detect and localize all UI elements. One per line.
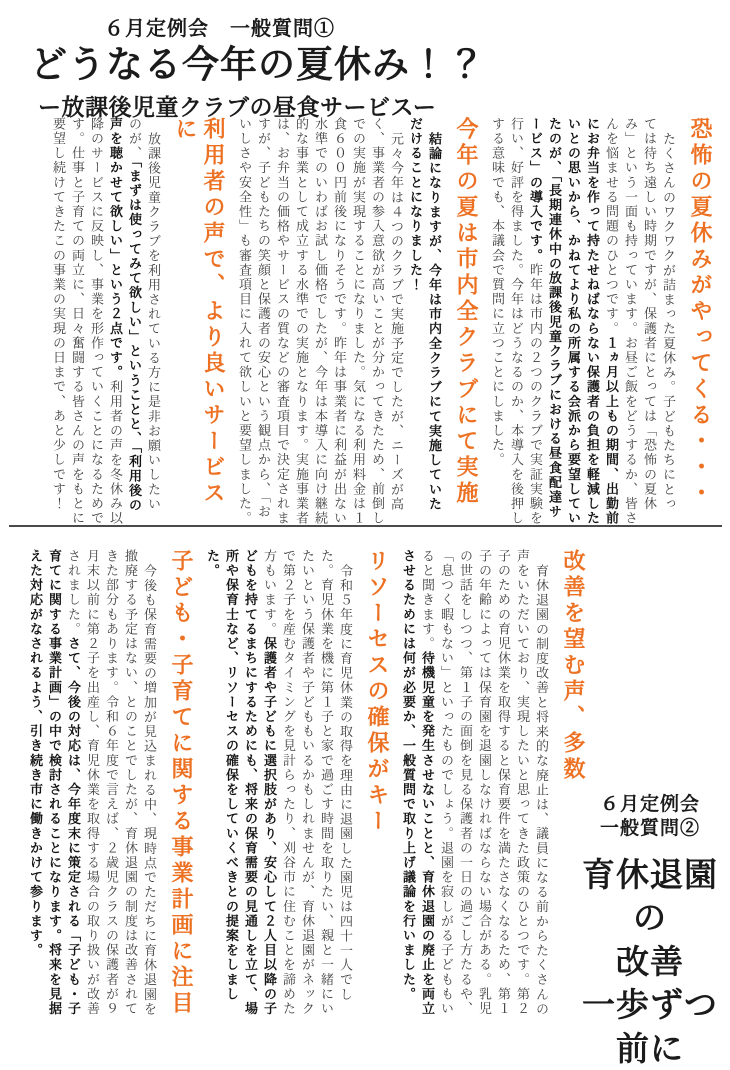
article1-subtitle: ー放課後児童クラブの昼食サービスー bbox=[38, 89, 510, 122]
article-heading: 恐怖の夏休みがやってくる・・・ bbox=[686, 117, 714, 526]
article-paragraph: 放課後児童クラブを利用されている方に是非お願いしたいのが、「まずは使ってみて欲しい」ということと、「利用後の声を聴かせて欲しい」という２点です。利用者の声を冬休み以降のサービスに反映し、事業を形作っていくことになるためです。仕事と子育ての両立に、日々奮闘する皆さんの声をもとに要望し続けてきたこの事業の実現の日まで、あと少しです！ bbox=[49, 117, 163, 526]
article-paragraph: 育休退園の制度改善と将来的な廃止は、議員になる前からたくさんの声をいただいており、実現したいと思ってきた政策のひとつです。第２子のための育児休業を取得すると保育要件を満たさなくなるため、第１子の年齢によっては保育園を退園しなければならない場合がある。乳児の世話をしつつ、第１子の面倒を見る保護者の一日の過ごし方たるや、「息つく暇もない」といったものでしょう。退園を寂しがる子どももいると聞きます。待機児童を発生させないことと、育休退園の廃止を両立させるためには何が必要か、一般質問で取り上げ議論を行いました。 bbox=[399, 549, 551, 1017]
article-heading: 利用者の声で、より良いサービスに bbox=[171, 117, 227, 526]
article2-title-line: 前に bbox=[574, 1027, 726, 1070]
article2-title-line: 一歩ずつ bbox=[574, 983, 726, 1027]
article2-kicker-line1: ６月定例会 bbox=[574, 793, 726, 817]
article2-title-line: 改善 bbox=[574, 940, 726, 984]
article2-body bbox=[20, 549, 595, 1017]
article1-header bbox=[30, 12, 510, 122]
section-divider bbox=[9, 525, 722, 527]
article1-kicker: ６月定例会 一般質問① bbox=[104, 12, 510, 41]
article2-title bbox=[574, 853, 726, 1070]
article-paragraph: 令和５年度に育児休業の取得を理由に退園した園児は四十一人でした。育児休業を機に第１子と家で過ごす時間を取りたい、親と一緒にいたいという保護者や子どももいるかもしれませんが、育休退園がネックで第２子を産むタイミングを見計らったり、刈谷市に住むことを諦めた方もいます。保護者や子どもに選択肢があり、安心して２人目以降の子どもを持てるまちにするためにも、将来の保育需要の見通しを立て、場所や保育士など、リソーセスの確保をしていくべきとの提案をしました。 bbox=[203, 549, 355, 1017]
article2-kicker bbox=[574, 793, 726, 841]
article1-title: どうなる今年の夏休み！？ bbox=[30, 43, 510, 87]
article-paragraph: たくさんのワクワクが詰まった夏休み。子どもたちにとっては待ち遠しい時期ですが、保護者にとっては「恐怖の夏休み」という一面も持っています。お昼ご飯をどうするか、皆さんを悩ませる問題のひとつです。１ヵ月以上もの期間、出勤前にお弁当を作って持たせねばならない保護者の負担を軽減したいとの思いから、かねてより私の所属する会派から要望していたのが、「長期連休中の放課後児童クラブにおける昼食配達サービス」の導入です。昨年は市内の２つのクラブで実証実験を行い、好評を得ました。今年はどうなるのか、本導入を後押しする意味でも、本議会で質問に立つことにしました。 bbox=[488, 117, 678, 526]
article2-kicker-line2: 一般質問② bbox=[574, 817, 726, 841]
article-heading: 改善を望む声、多数 bbox=[559, 549, 587, 1017]
article-heading: 今年の夏は市内全クラブにて実施 bbox=[452, 117, 480, 526]
article1-body bbox=[28, 117, 722, 526]
article-paragraph: 結論になりますが、今年は市内全クラブにて実施していただけることになりました！ bbox=[406, 117, 444, 526]
article-paragraph: 元々今年は４つのクラブで実施予定でしたが、ニーズが高く、事業者の参入意欲が高いことが分かってきたため、前倒しでの実施が実現することになりました。気になる利用料金は１食６００円前後になりそうです。昨年は事業者に利益が出ない水準でのいわばお試し価格でしたが、今年は本導入に向け継続的な事業として成立する水準での実施となります。実施事業者は、お弁当の価格やサービスの質などの審査項目で決定されますが、子どもたちの笑顔と保護者の安心という観点から、「おいしさや安全性」も審査項目に入れて欲しいと要望しました。 bbox=[235, 117, 406, 526]
article2-header bbox=[574, 793, 726, 1070]
article-paragraph: 今後も保育需要の増加が見込まれる中、現時点でただちに育休退園を撤廃する予定はない、とのことでしたが、育休退園の制度は改善されてきた部分もあります。令和６年度で言えば、２歳児クラスの保護者が９月末以前に第２子を出産し、育児休業を取得する場合の取り扱いが改善されました。さて、今後の対応は、今年度末に策定される「子ども・子育てに関する事業計画」の中で検討されることになります。将来を見据えた対応がなされるよう、引き続き市に働きかけて参ります。 bbox=[26, 549, 159, 1017]
article2-title-line: 育休退園の bbox=[574, 853, 726, 940]
article-heading: 子ども・子育てに関する事業計画に注目 bbox=[167, 549, 195, 1017]
article-heading: リソーセスの確保がキー bbox=[363, 549, 391, 1017]
